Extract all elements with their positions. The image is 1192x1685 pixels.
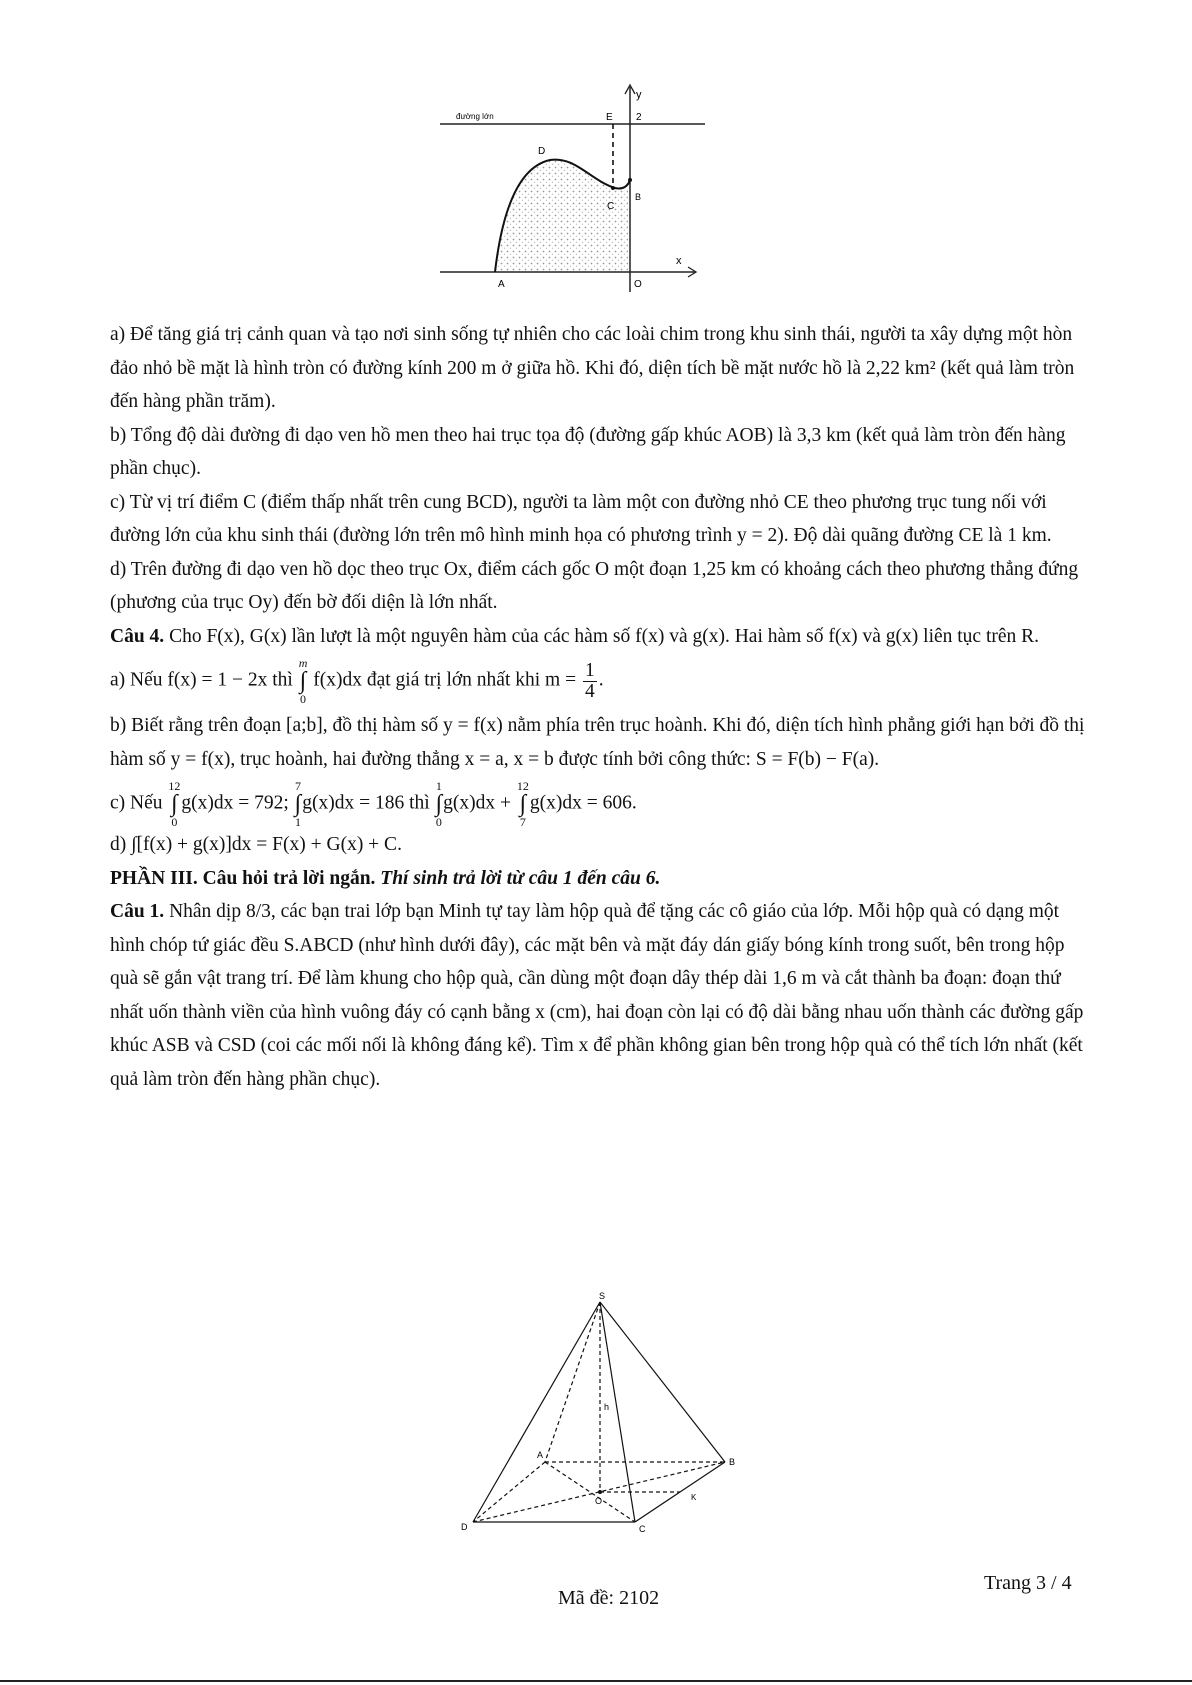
- point-c-label: C: [607, 201, 615, 212]
- q3-statement-c: c) Từ vị trí điểm C (điểm thấp nhất trên cung BCD), người ta làm một con đường nhỏ CE theo phương trục tung nối với đường lớn của khu sinh thái (đường lớn trên mô hình minh họa có phương trình y = 2). Độ dài quãng đường CE là 1 km.: [110, 491, 1052, 546]
- q1-label: Câu 1.: [110, 901, 165, 922]
- q4-statement-b: b) Biết rằng trên đoạn [a;b], đồ thị hàm số y = f(x) nằm phía trên trục hoành. Khi đó, diện tích hình phẳng giới hạn bởi đồ thị hàm số y = f(x), trục hoành, hai đường thẳng x = a, x = b được tính bởi công thức: S = F(b) − F(a).: [110, 715, 1085, 770]
- integral-sign: m ∫ 0: [298, 656, 308, 706]
- q1-text: Nhân dịp 8/3, các bạn trai lớp bạn Minh tự tay làm hộp quà để tặng các cô giáo của lớp. Mỗi hộp quà có dạng một hình chóp tứ giác đều S.ABCD (như hình dưới đây), các mặt bên và mặt đáy dán giấy bóng kính trong suốt, bên trong hộp quà sẽ gắn vật trang trí. Để làm khung cho hộp quà, cần dùng một đoạn dây thép dài 1,6 m và cắt thành ba đoạn: đoạn thứ nhất uốn thành viền của hình vuông đáy có cạnh bằng x (cm), hai đoạn còn lại có độ dài bằng nhau uốn thành các đường gấp khúc ASB và CSD (coi các mối nối là không đáng kể). Tìm x để phần không gian bên trong hộp quà có thể tích lớn nhất (kết quả làm tròn đến hàng phần chục).: [110, 901, 1084, 1090]
- integral-sign: 12 ∫ 7: [516, 779, 529, 829]
- integral-sign: 7 ∫ 1: [294, 779, 302, 829]
- exam-code: Mã đề: 2102: [558, 1587, 660, 1609]
- lake-region: [495, 160, 628, 272]
- point-d-label: D: [538, 146, 546, 157]
- q4-label: Câu 4.: [110, 625, 165, 647]
- point-e-label: E: [606, 112, 613, 123]
- part3-heading: PHẦN III. Câu hỏi trả lời ngắn. Thí sinh trả lời từ câu 1 đến câu 6.: [110, 867, 661, 889]
- integral-sign: 1 ∫ 0: [435, 779, 443, 829]
- q3-statement-b: b) Tổng độ dài đường đi dạo ven hồ men theo hai trục tọa độ (đường gấp khúc AOB) là 3,3 km (kết quả làm tròn đến hàng phần chục).: [110, 424, 1066, 479]
- point-k-label: K: [691, 1493, 697, 1502]
- y-axis-label: y: [636, 89, 642, 101]
- page-bottom-rule: [0, 1680, 1192, 1682]
- q3-statement-d: d) Trên đường đi dạo ven hồ dọc theo trục Ox, điểm cách gốc O một đoạn 1,25 km có khoảng cách theo phương thẳng đứng (phương của trục Oy) đến bờ đối diện là lớn nhất.: [110, 558, 1079, 613]
- point-a-label: A: [498, 279, 505, 290]
- q4a-body: f(x)dx đạt giá trị lớn nhất khi m =: [313, 669, 577, 691]
- pyramid-figure: [455, 1290, 755, 1550]
- q4-intro-text: Cho F(x), G(x) lần lượt là một nguyên hàm của các hàm số f(x) và g(x). Hai hàm số f(x) và g(x) liên tục trên R.: [169, 625, 1040, 647]
- question-text: [110, 318, 1085, 1096]
- q4-statement-c: c) Nếu 12 ∫ 0g(x)dx = 792; 7 ∫ 1g(x)dx = 186 thì 1 ∫ 0g(x)dx + 12 ∫ 7g(x)dx = 606.: [110, 779, 637, 829]
- q4-intro: [110, 620, 1085, 654]
- vertex-s-label: S: [599, 1291, 606, 1301]
- q4-statement-d: d) ∫[f(x) + g(x)]dx = F(x) + G(x) + C.: [110, 834, 402, 855]
- q3-statement-a: a) Để tăng giá trị cảnh quan và tạo nơi sinh sống tự nhiên cho các loài chim trong khu sinh thái, người ta xây dựng một hòn đảo nhỏ bề mặt là hình tròn có đường kính 200 m ở giữa hồ. Khi đó, diện tích bề mặt nước hồ là 2,22 km² (kết quả làm tròn đến hàng phần trăm).: [110, 324, 1075, 412]
- point-o-label: O: [634, 279, 642, 290]
- part3-question-1: [110, 895, 1085, 1096]
- fraction-one-quarter: $\frac{1}{4}$: [584, 659, 595, 702]
- vertex-b-label: B: [729, 1457, 736, 1467]
- x-axis-label: x: [676, 255, 682, 267]
- page-number: Trang 3 / 4: [984, 1572, 1072, 1594]
- y-tick-2: 2: [636, 112, 642, 123]
- center-o-label: O: [595, 1496, 603, 1506]
- lake-figure: [440, 82, 760, 310]
- integral-sign: 12 ∫ 0: [168, 779, 181, 829]
- point-b-label: B: [635, 192, 642, 202]
- q4a-prefix: a) Nếu f(x) = 1 − 2x thì: [110, 669, 293, 691]
- vertex-a-label: A: [537, 1450, 544, 1460]
- q4-statement-a: a) Nếu f(x) = 1 − 2x thì m ∫ 0 f(x)dx đạt giá trị lớn nhất khi m = $\frac{1}{4}$ .: [110, 656, 604, 706]
- road-label: đường lớn: [456, 112, 494, 121]
- height-h-label: h: [604, 1402, 610, 1412]
- vertex-c-label: C: [639, 1524, 646, 1534]
- vertex-d-label: D: [461, 1522, 468, 1532]
